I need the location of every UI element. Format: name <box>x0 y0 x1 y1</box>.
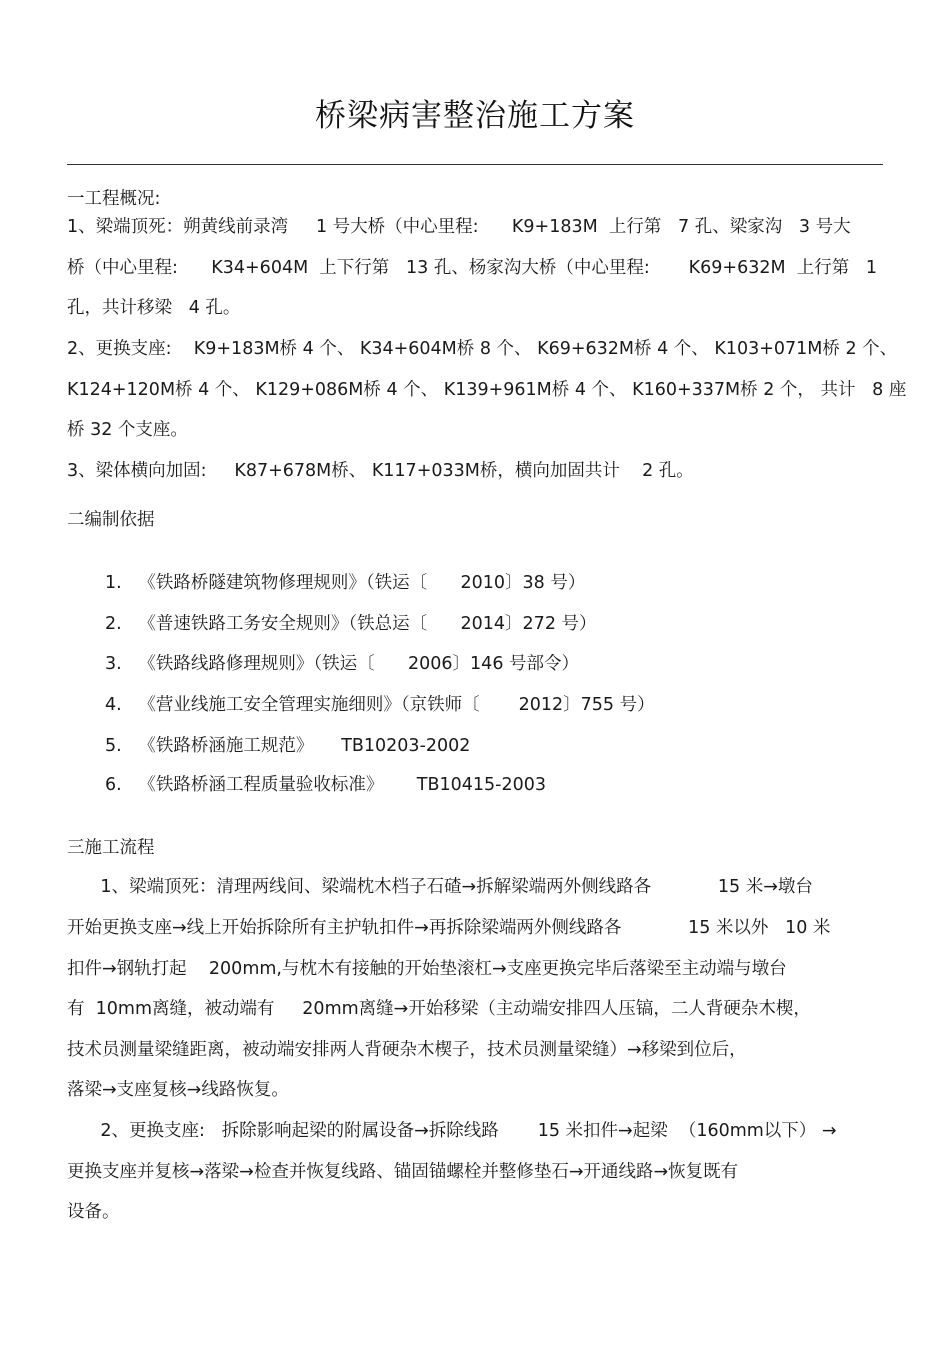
overview-line: 2、更换支座: K9+183M桥 4 个、 K34+604M桥 8 个、 K69+632M桥 4 个、 K103+071M桥 2 个、 <box>67 339 898 359</box>
process-line: 2、更换支座: 拆除影响起梁的附属设备→拆除线路 15 米扣件→起梁 （160mm以下） → <box>67 1121 837 1141</box>
overview-line: 桥（中心里程: K34+604M 上下行第 13 孔、杨家沟大桥（中心里程: K69+632M 上行第 1 <box>67 258 878 278</box>
reference-item: 1. 《铁路桥隧建筑物修理规则》（铁运〔 2010〕38 号） <box>105 573 586 593</box>
reference-item: 3. 《铁路线路修理规则》（铁运〔 2006〕146 号部令） <box>105 654 580 674</box>
reference-item: 4. 《营业线施工安全管理实施细则》（京铁师〔 2012〕755 号） <box>105 695 655 715</box>
process-line: 开始更换支座→线上开始拆除所有主护轨扣件→再拆除梁端两外侧线路各 15 米以外 10 米 <box>67 918 831 938</box>
section-heading-overview: 一工程概况: <box>67 189 161 209</box>
title-divider <box>67 164 883 165</box>
section-heading-process: 三施工流程 <box>67 838 155 858</box>
section-heading-basis: 二编制依据 <box>67 510 155 530</box>
overview-line: 1、梁端顶死：朔黄线前录湾 1 号大桥（中心里程: K9+183M 上行第 7 孔、梁家沟 3 号大 <box>67 217 851 237</box>
process-line: 技术员测量梁缝距离，被动端安排两人背硬杂木楔子，技术员测量梁缝）→移梁到位后， <box>67 1040 747 1060</box>
overview-line: 孔，共计移梁 4 孔。 <box>67 298 241 318</box>
process-line: 1、梁端顶死：清理两线间、梁端枕木档子石碴→拆解梁端两外侧线路各 15 米→墩台 <box>67 877 813 897</box>
overview-line: 3、梁体横向加固: K87+678M桥、 K117+033M桥，横向加固共计 2 孔。 <box>67 461 694 481</box>
overview-line: K124+120M桥 4 个、 K129+086M桥 4 个、 K139+961M桥 4 个、 K160+337M桥 2 个， 共计 8 座 <box>67 380 907 400</box>
process-line: 设备。 <box>67 1202 120 1222</box>
reference-item: 6. 《铁路桥涵工程质量验收标准》 TB10415-2003 <box>105 775 546 795</box>
process-line: 落梁→支座复核→线路恢复。 <box>67 1080 289 1100</box>
overview-line: 桥 32 个支座。 <box>67 420 188 440</box>
process-line: 扣件→钢轨打起 200mm,与枕木有接触的开始垫滚杠→支座更换完毕后落梁至主动端与墩台 <box>67 959 787 979</box>
reference-item: 5. 《铁路桥涵施工规范》 TB10203-2002 <box>105 736 471 756</box>
process-line: 有 10mm离缝，被动端有 20mm离缝→开始移梁（主动端安排四人压镐，二人背硬杂木楔， <box>67 999 811 1019</box>
document-title: 桥梁病害整治施工方案 <box>315 98 635 134</box>
process-line: 更换支座并复核→落梁→检查并恢复线路、锚固锚螺栓并整修垫石→开通线路→恢复既有 <box>67 1162 739 1182</box>
reference-item: 2. 《普速铁路工务安全规则》（铁总运〔 2014〕272 号） <box>105 614 597 634</box>
